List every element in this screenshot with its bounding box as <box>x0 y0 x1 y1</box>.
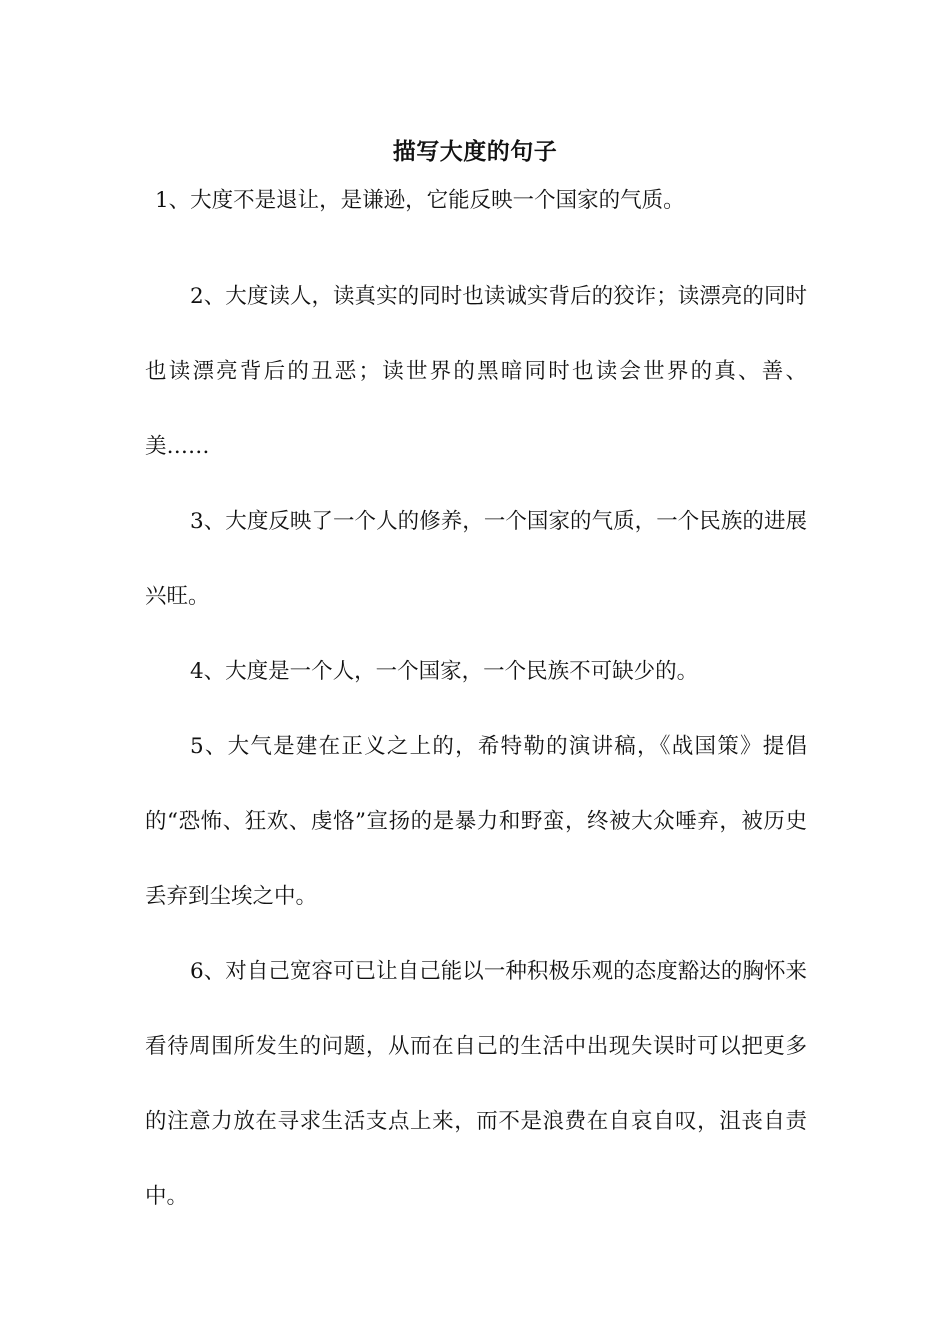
document-title: 描写大度的句子 <box>392 138 558 165</box>
paragraph-5: 5、大气是建在正义之上的，希特勒的演讲稿，《战国策》提倡的“恐怖、狂欢、虔恪”宣扬的是暴力和野蛮，终被大众唾弃，被历史丢弃到尘埃之中。 <box>145 734 807 909</box>
paragraph-6: 6、对自己宽容可已让自己能以一种积极乐观的态度豁达的胸怀来看待周围所发生的问题，从而在自己的生活中出现失误时可以把更多的注意力放在寻求生活支点上来，而不是浪费在自哀自叹，沮丧自责中。 <box>145 959 807 1209</box>
document-body <box>145 183 807 1234</box>
paragraph-3: 3、大度反映了一个人的修养，一个国家的气质，一个民族的进展兴旺。 <box>145 509 807 609</box>
paragraph-spacer <box>145 219 807 259</box>
paragraph-4: 4、大度是一个人，一个国家，一个民族不可缺少的。 <box>190 659 699 684</box>
paragraph-2: 2、大度读人，读真实的同时也读诚实背后的狡诈；读漂亮的同时也读漂亮背后的丑恶；读世界的黑暗同时也读会世界的真、善、美…… <box>145 284 807 459</box>
paragraph-1: 1、大度不是退让，是谦逊，它能反映一个国家的气质。 <box>155 188 685 213</box>
